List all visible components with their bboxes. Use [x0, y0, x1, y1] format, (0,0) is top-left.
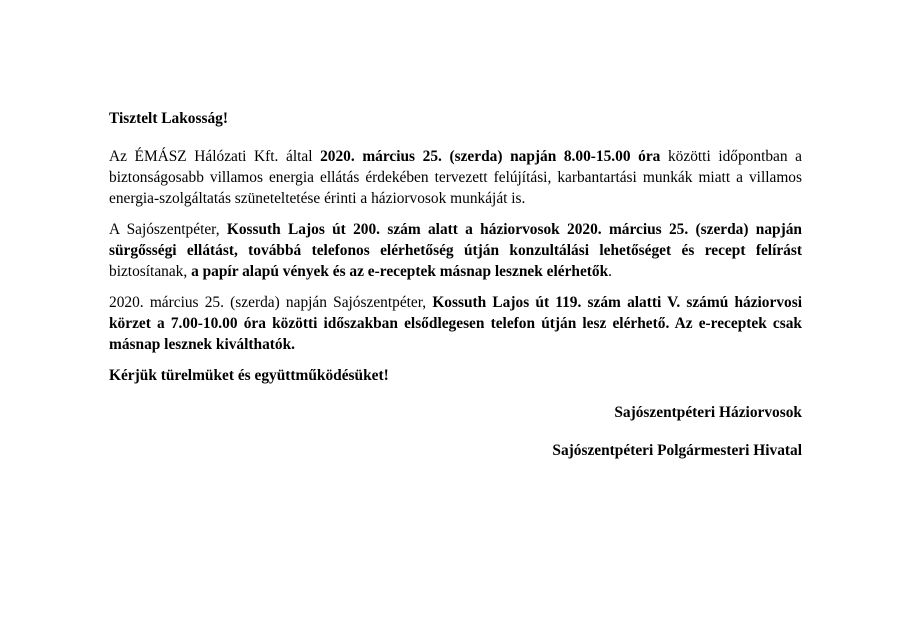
text-run: 2020. március 25. (szerda) napján Sajószentpéter, [109, 294, 433, 311]
signature-mayors-office: Sajószentpéteri Polgármesteri Hivatal [552, 442, 802, 459]
text-run: közötti időpontban a biztonságosabb villamos energia ellátás érdekében tervezett felújítási, karbantartási munkák miatt a villamos energia-szolgáltatás szüneteltetése érinti a háziorvosok munkáját is. [109, 148, 802, 207]
paragraph-kossuth-200 [109, 219, 802, 282]
text-run: biztosítanak, [109, 263, 192, 280]
text-run-bold: Kossuth Lajos út 200. szám alatt a háziorvosok 2020. március 25. (szerda) napján sürgősségi ellátást, továbbá telefonos elérhetőség útján konzultálási lehetőséget és recept felírást [109, 221, 802, 259]
paragraph-outage-notice [109, 146, 802, 209]
text-run: Az ÉMÁSZ Hálózati Kft. által [109, 148, 321, 165]
letter-page [109, 108, 802, 478]
text-run-bold: a papír alapú vények és az e-receptek másnap lesznek elérhetők [191, 263, 609, 280]
letter-closing: Kérjük türelmüket és együttműködésüket! [109, 367, 389, 384]
paragraph-kossuth-119 [109, 292, 802, 355]
text-run: . [608, 263, 613, 280]
text-run-bold: 2020. március 25. (szerda) napján 8.00-15.00 óra [320, 148, 661, 165]
text-run-bold: Kossuth Lajos út 119. szám alatti V. számú háziorvosi körzet a 7.00-10.00 óra közötti időszakban elsődlegesen telefon útján lesz elérhető. Az e-receptek csak másnap lesznek kiválthatók. [109, 294, 802, 353]
text-run: A Sajószentpéter, [109, 221, 227, 238]
letter-greeting: Tisztelt Lakosság! [109, 110, 228, 127]
signature-physicians: Sajószentpéteri Háziorvosok [614, 404, 802, 421]
